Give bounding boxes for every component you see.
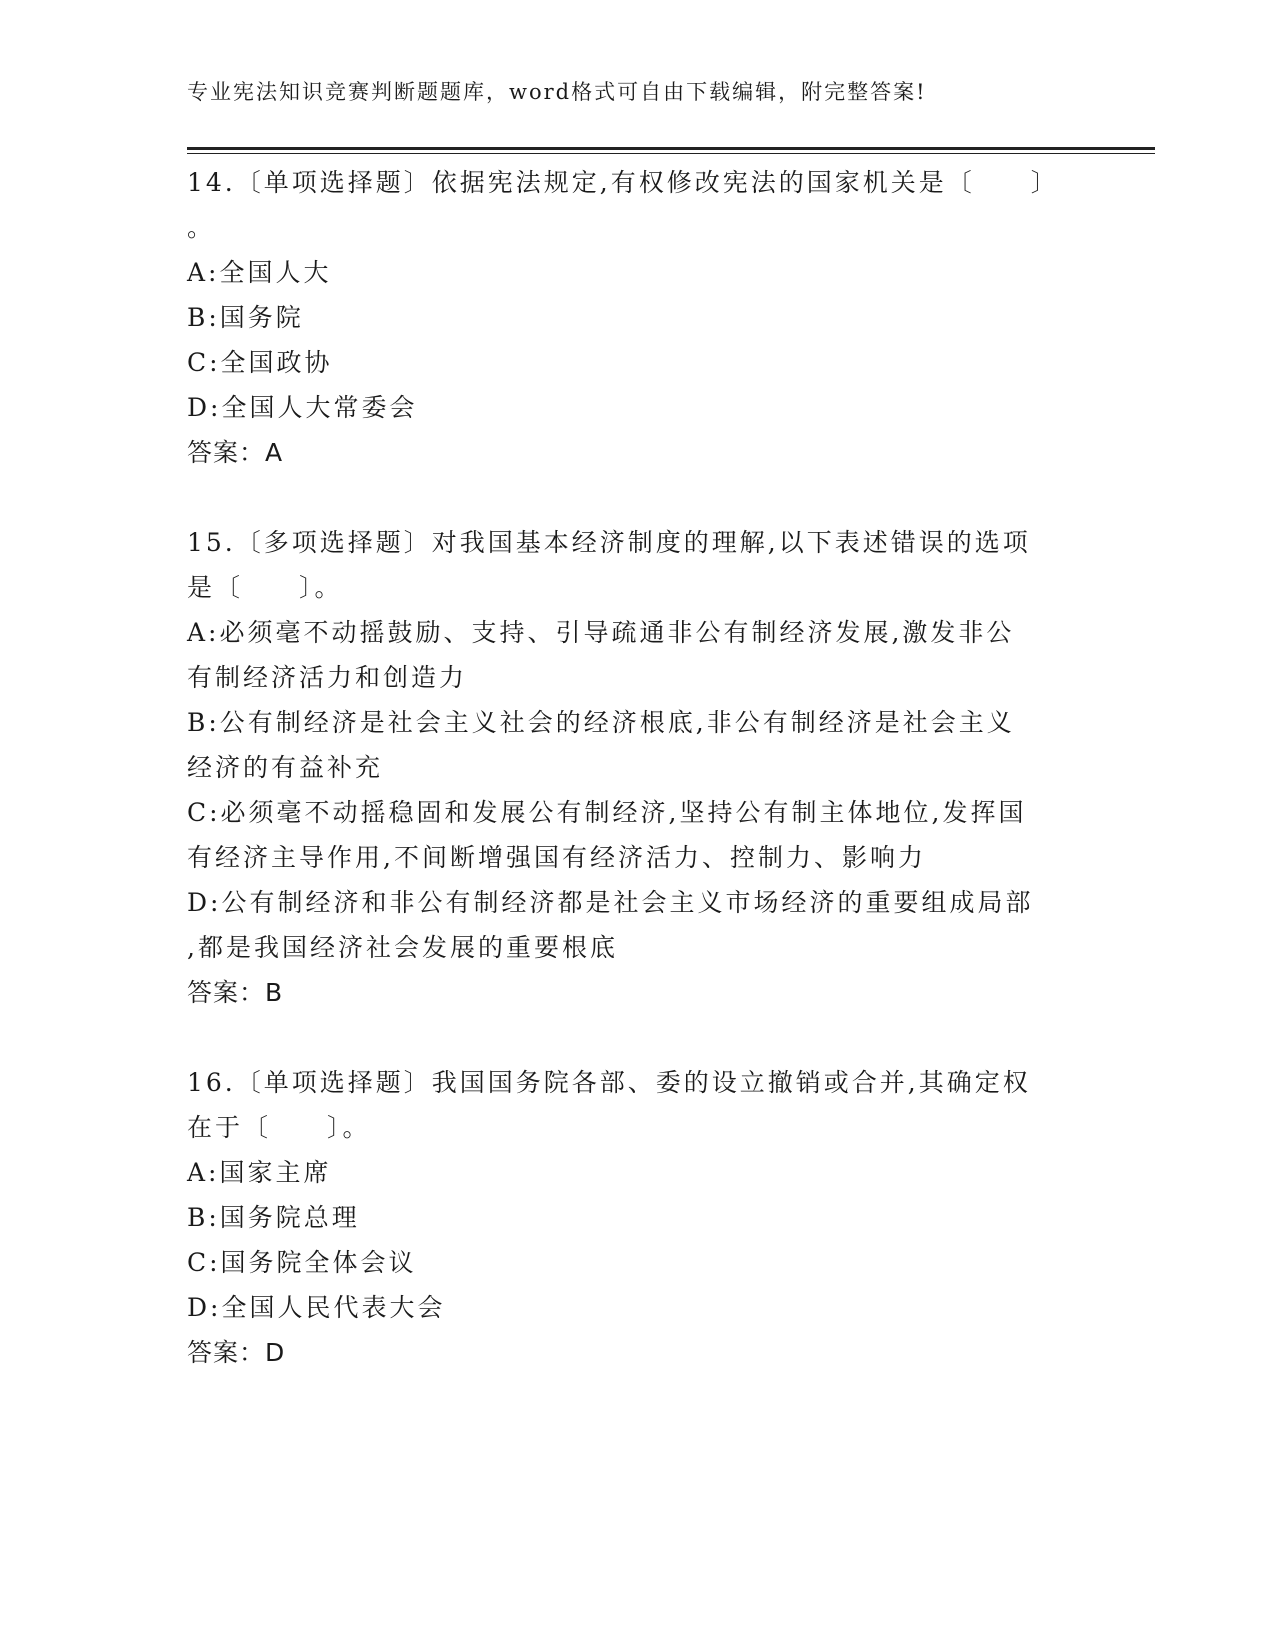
option-b: B:公有制经济是社会主义社会的经济根底,非公有制经济是社会主义 <box>187 708 1015 737</box>
option-d: D:全国人大常委会 <box>187 393 418 422</box>
question-stem: 。 <box>187 213 216 242</box>
header-divider <box>187 147 1155 154</box>
answer-line: 答案：B <box>187 978 284 1007</box>
option-d: D:公有制经济和非公有制经济都是社会主义市场经济的重要组成局部 <box>187 888 1034 917</box>
option-d: D:全国人民代表大会 <box>187 1293 446 1322</box>
option-c: C:全国政协 <box>187 348 333 377</box>
option-b: B:国务院总理 <box>187 1203 360 1232</box>
question-stem: 是〔 〕。 <box>187 573 343 602</box>
question-list <box>187 160 1087 1375</box>
spacer <box>187 475 1087 520</box>
question-stem: 15.〔多项选择题〕对我国基本经济制度的理解,以下表述错误的选项 <box>187 528 1031 557</box>
option-a: A:必须毫不动摇鼓励、支持、引导疏通非公有制经济发展,激发非公 <box>187 618 1015 647</box>
question-stem: 14.〔单项选择题〕依据宪法规定,有权修改宪法的国家机关是〔 〕 <box>187 168 1059 197</box>
page-header: 专业宪法知识竞赛判断题题库，word格式可自由下载编辑，附完整答案! <box>187 80 927 104</box>
spacer <box>187 1015 1087 1060</box>
option-c-cont: 有经济主导作用,不间断增强国有经济活力、控制力、影响力 <box>187 843 926 872</box>
question-16 <box>187 1060 1087 1375</box>
question-stem: 16.〔单项选择题〕我国国务院各部、委的设立撤销或合并,其确定权 <box>187 1068 1031 1097</box>
option-a: A:全国人大 <box>187 258 332 287</box>
option-c: C:国务院全体会议 <box>187 1248 417 1277</box>
question-stem: 在于〔 〕。 <box>187 1113 371 1142</box>
option-a: A:国家主席 <box>187 1158 332 1187</box>
option-b: B:国务院 <box>187 303 304 332</box>
option-c: C:必须毫不动摇稳固和发展公有制经济,坚持公有制主体地位,发挥国 <box>187 798 1027 827</box>
question-15 <box>187 520 1087 1015</box>
option-d-cont: ,都是我国经济社会发展的重要根底 <box>187 933 618 962</box>
question-14 <box>187 160 1087 475</box>
option-b-cont: 经济的有益补充 <box>187 753 384 782</box>
answer-line: 答案：A <box>187 438 284 467</box>
answer-line: 答案：D <box>187 1338 286 1367</box>
option-a-cont: 有制经济活力和创造力 <box>187 663 468 692</box>
